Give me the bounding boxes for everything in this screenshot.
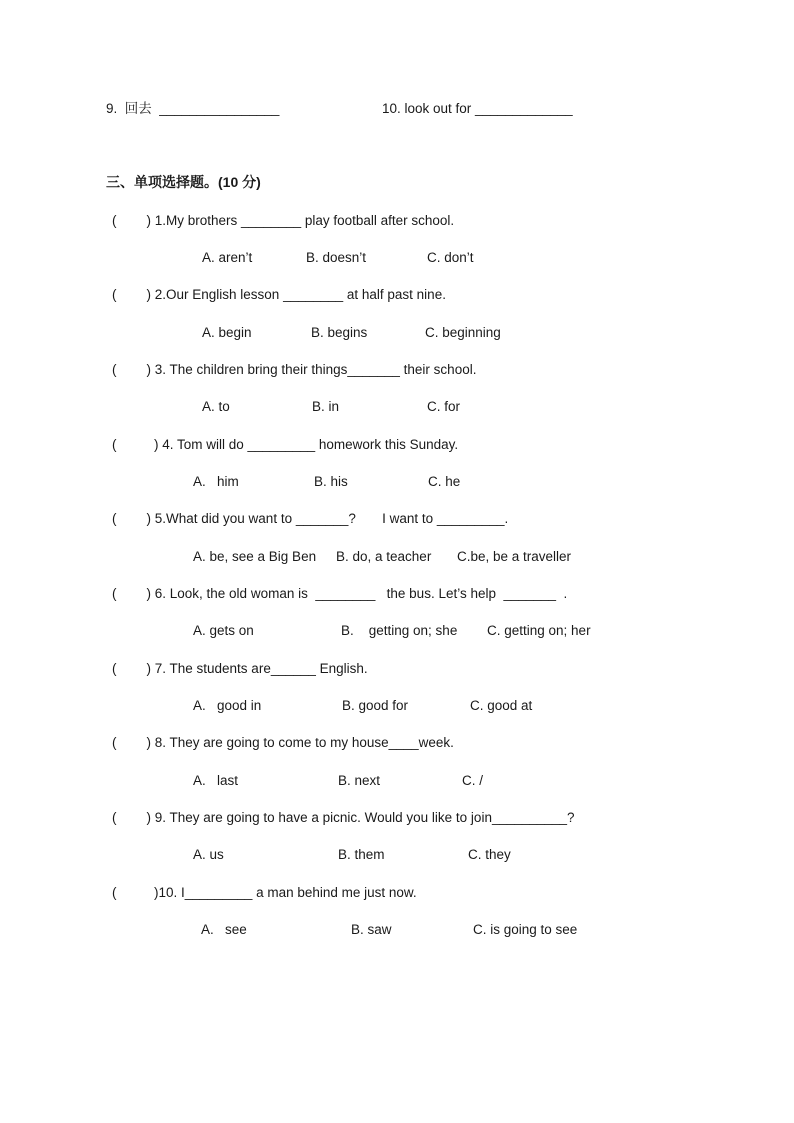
question-7-option-a: A. good in bbox=[193, 698, 262, 713]
question-8-option-c: C. / bbox=[462, 773, 484, 788]
question-4-option-b: B. his bbox=[314, 474, 348, 489]
question-4-option-a: A. him bbox=[193, 474, 239, 489]
translation-item-9: 9. 回去 ________________ bbox=[106, 101, 280, 116]
question-6-stem: ( ) 6. Look, the old woman is ________ the bus. Let’s help _______ . bbox=[112, 586, 568, 601]
question-2-option-c: C. beginning bbox=[425, 325, 501, 340]
question-10-option-b: B. saw bbox=[351, 922, 392, 937]
question-5-option-a: A. be, see a Big Ben bbox=[193, 549, 317, 564]
question-3-option-a: A. to bbox=[202, 399, 230, 414]
question-5-option-b: B. do, a teacher bbox=[336, 549, 432, 564]
question-10-option-c: C. is going to see bbox=[473, 922, 578, 937]
question-9-option-a: A. us bbox=[193, 847, 224, 862]
question-8-stem: ( ) 8. They are going to come to my house____week. bbox=[112, 735, 454, 750]
translation-item-10: 10. look out for _____________ bbox=[382, 101, 573, 116]
question-4-stem: ( ) 4. Tom will do _________ homework this Sunday. bbox=[112, 437, 459, 452]
question-2-option-b: B. begins bbox=[311, 325, 368, 340]
question-10-option-a: A. see bbox=[201, 922, 247, 937]
question-7-stem: ( ) 7. The students are______ English. bbox=[112, 661, 368, 676]
question-3-option-b: B. in bbox=[312, 399, 340, 414]
question-5-stem: ( ) 5.What did you want to _______? I want to _________. bbox=[112, 511, 509, 526]
question-10-stem: ( )10. I_________ a man behind me just now. bbox=[112, 885, 417, 900]
question-9-option-b: B. them bbox=[338, 847, 385, 862]
question-7-option-b: B. good for bbox=[342, 698, 409, 713]
question-1-option-b: B. doesn’t bbox=[306, 250, 367, 265]
question-4-option-c: C. he bbox=[428, 474, 461, 489]
question-1-option-a: A. aren’t bbox=[202, 250, 253, 265]
question-9-option-c: C. they bbox=[468, 847, 511, 862]
question-3-option-c: C. for bbox=[427, 399, 461, 414]
question-8-option-b: B. next bbox=[338, 773, 381, 788]
question-2-stem: ( ) 2.Our English lesson ________ at half past nine. bbox=[112, 287, 446, 302]
question-7-option-c: C. good at bbox=[470, 698, 533, 713]
question-6-option-a: A. gets on bbox=[193, 623, 254, 638]
question-1-option-c: C. don’t bbox=[427, 250, 474, 265]
question-6-option-c: C. getting on; her bbox=[487, 623, 591, 638]
section-title: 三、单项选择题。(10 分) bbox=[106, 174, 261, 190]
question-2-option-a: A. begin bbox=[202, 325, 252, 340]
question-9-stem: ( ) 9. They are going to have a picnic. Would you like to join__________? bbox=[112, 810, 575, 825]
question-3-stem: ( ) 3. The children bring their things_______ their school. bbox=[112, 362, 477, 377]
question-8-option-a: A. last bbox=[193, 773, 239, 788]
question-6-option-b: B. getting on; she bbox=[341, 623, 458, 638]
question-1-stem: ( ) 1.My brothers ________ play football after school. bbox=[112, 213, 455, 228]
question-5-option-c: C.be, be a traveller bbox=[457, 549, 572, 564]
